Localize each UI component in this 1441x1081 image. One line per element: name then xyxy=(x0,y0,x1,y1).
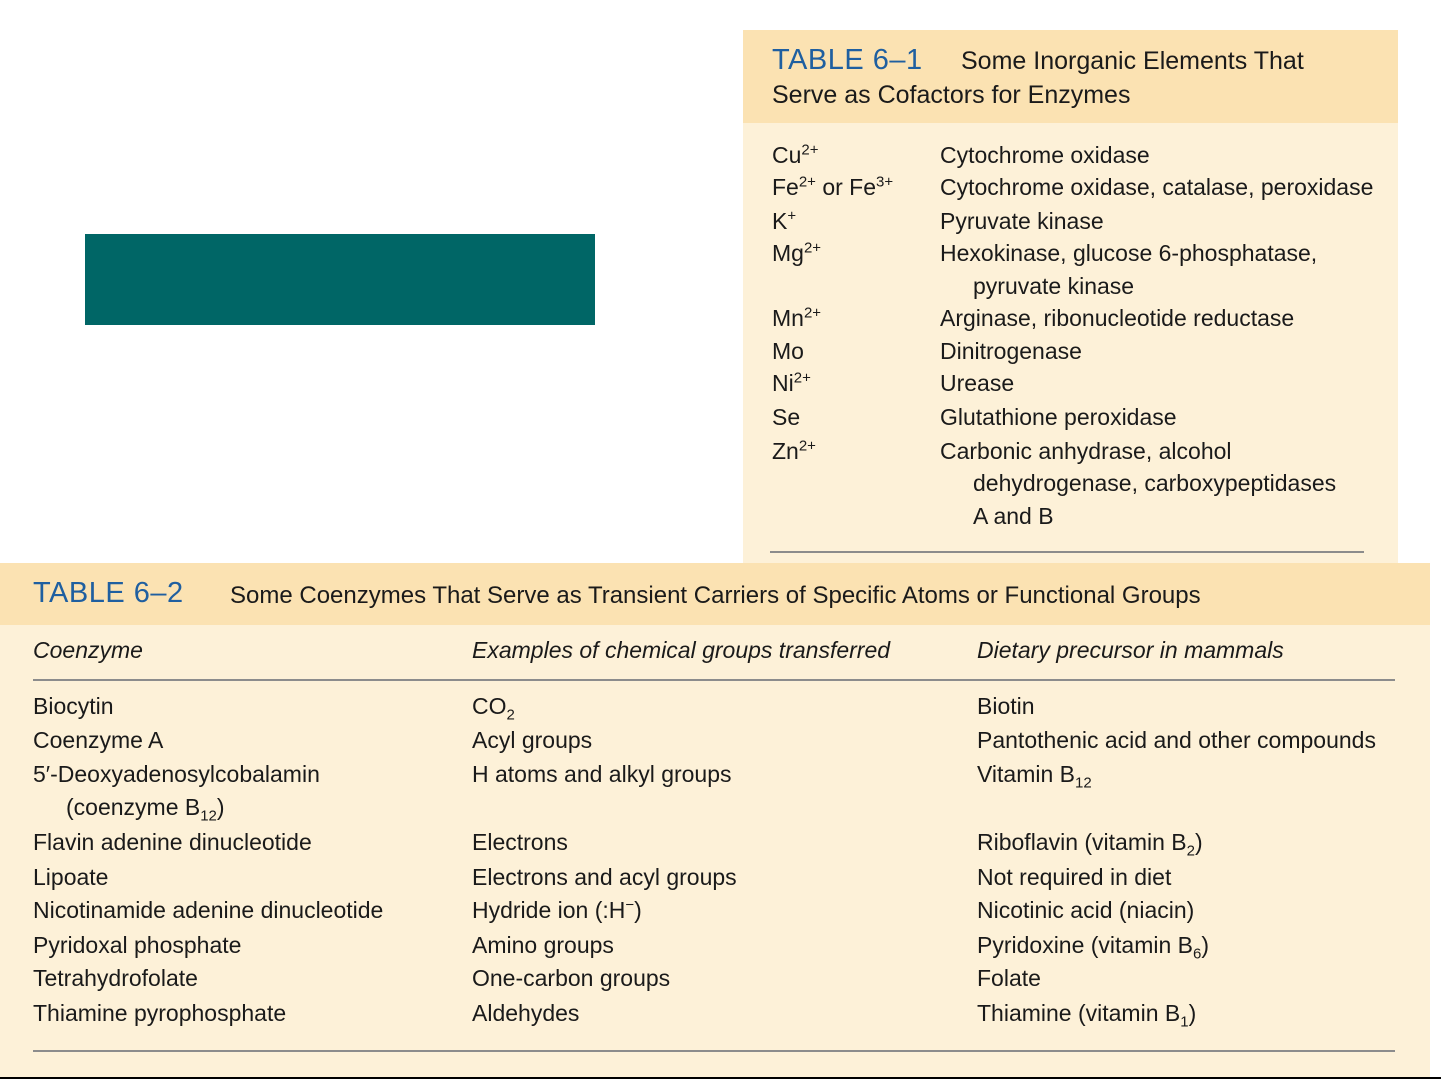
precursor-cell: Folate xyxy=(977,965,1041,991)
teal-title-block xyxy=(85,234,595,325)
groups-cell: One-carbon groups xyxy=(472,965,671,991)
coenzyme-cell: Tetrahydrofolate xyxy=(33,965,198,991)
element-cell: $Cu^{2+}$ xyxy=(772,141,819,168)
table-row xyxy=(743,240,1398,274)
precursor-cell: Pantothenic acid and other compounds xyxy=(977,727,1376,753)
groups-cell: $CO_2$ xyxy=(472,693,515,724)
table-row-continuation xyxy=(743,273,1398,307)
enzyme-cell: Urease xyxy=(940,370,1015,396)
table-title-line1: Some Inorganic Elements That xyxy=(961,47,1304,75)
table-row-continuation xyxy=(743,470,1398,504)
table-number: TABLE 6–2 xyxy=(33,577,184,609)
table-bottom-rule xyxy=(770,551,1364,553)
element-cell: $Ni^{2+}$ xyxy=(772,369,811,396)
groups-cell: Electrons and acyl groups xyxy=(472,864,737,890)
enzyme-cell: Glutathione peroxidase xyxy=(940,404,1177,430)
groups-cell: Hydride ion (:H−) xyxy=(472,896,642,923)
coenzyme-cell: Biocytin xyxy=(33,693,114,719)
precursor-cell: Riboflavin (vitamin $B_2$) xyxy=(977,829,1203,860)
enzyme-cell: Pyruvate kinase xyxy=(940,208,1104,234)
table-row xyxy=(743,305,1398,339)
precursor-cell: Nicotinic acid (niacin) xyxy=(977,897,1195,923)
column-header-precursor: Dietary precursor in mammals xyxy=(977,637,1284,663)
element-cell: Mo xyxy=(772,338,804,364)
table-6-1 xyxy=(743,30,1398,571)
groups-cell: H atoms and alkyl groups xyxy=(472,761,732,787)
table-6-1-header xyxy=(743,30,1398,123)
groups-cell: Amino groups xyxy=(472,932,614,958)
element-cell: Se xyxy=(772,404,801,430)
enzyme-cell: Hexokinase, glucose 6-phosphatase, xyxy=(940,240,1318,266)
table-bottom-rule xyxy=(33,1050,1395,1052)
precursor-cell: Biotin xyxy=(977,693,1035,719)
precursor-cell: Vitamin $B_{12}$ xyxy=(977,761,1092,792)
element-cell: $Mg^{2+}$ xyxy=(772,239,822,266)
coenzyme-cell: 5′-Deoxyadenosylcobalamin xyxy=(33,761,320,787)
table-title-line2: Serve as Cofactors for Enzymes xyxy=(772,81,1131,109)
page-bottom-border xyxy=(0,1077,1441,1079)
coenzyme-cell: Pyridoxal phosphate xyxy=(33,932,242,958)
coenzyme-cell: Lipoate xyxy=(33,864,109,890)
precursor-cell: Thiamine (vitamin $B_1$) xyxy=(977,1000,1197,1031)
table-row xyxy=(743,404,1398,438)
table-row xyxy=(743,370,1398,404)
enzyme-cell: Cytochrome oxidase, catalase, peroxidase xyxy=(940,174,1374,200)
table-6-2 xyxy=(0,563,1430,1077)
enzyme-cell: Dinitrogenase xyxy=(940,338,1082,364)
table-row xyxy=(743,438,1398,472)
precursor-cell: Pyridoxine (vitamin $B_6$) xyxy=(977,932,1210,963)
enzyme-cell: Cytochrome oxidase xyxy=(940,142,1150,168)
column-header-groups: Examples of chemical groups transferred xyxy=(472,637,891,663)
groups-cell: Acyl groups xyxy=(472,727,593,753)
table-number: TABLE 6–1 xyxy=(772,44,923,76)
table-row xyxy=(743,142,1398,176)
coenzyme-cell: Coenzyme A xyxy=(33,727,164,753)
header-rule xyxy=(33,679,1395,681)
enzyme-cell: Arginase, ribonucleotide reductase xyxy=(940,305,1295,331)
element-cell: K+ xyxy=(772,207,797,234)
enzyme-cell: pyruvate kinase xyxy=(973,273,1135,299)
element-cell: $Zn^{2+}$ xyxy=(772,437,816,464)
enzyme-cell: Carbonic anhydrase, alcohol xyxy=(940,438,1232,464)
table-row-continuation xyxy=(743,503,1398,537)
table-row xyxy=(743,208,1398,242)
coenzyme-cell: Flavin adenine dinucleotide xyxy=(33,829,312,855)
coenzyme-cell: Nicotinamide adenine dinucleotide xyxy=(33,897,384,923)
coenzyme-cell-continuation: (coenzyme $B_{12}$) xyxy=(66,794,225,825)
precursor-cell: Not required in diet xyxy=(977,864,1172,890)
table-title: Some Coenzymes That Serve as Transient Carriers of Specific Atoms or Functional Groups xyxy=(230,582,1201,609)
table-6-2-header xyxy=(0,563,1430,625)
element-cell: $Mn^{2+}$ xyxy=(772,304,822,331)
coenzyme-cell: Thiamine pyrophosphate xyxy=(33,1000,287,1026)
element-cell: $Fe^{2+}$ or $Fe^{3+}$ xyxy=(772,173,894,200)
groups-cell: Aldehydes xyxy=(472,1000,580,1026)
enzyme-cell: dehydrogenase, carboxypeptidases xyxy=(973,470,1337,496)
groups-cell: Electrons xyxy=(472,829,568,855)
column-header-coenzyme: Coenzyme xyxy=(33,637,143,663)
table-row xyxy=(743,174,1398,208)
enzyme-cell: A and B xyxy=(973,503,1054,529)
table-row xyxy=(743,338,1398,372)
